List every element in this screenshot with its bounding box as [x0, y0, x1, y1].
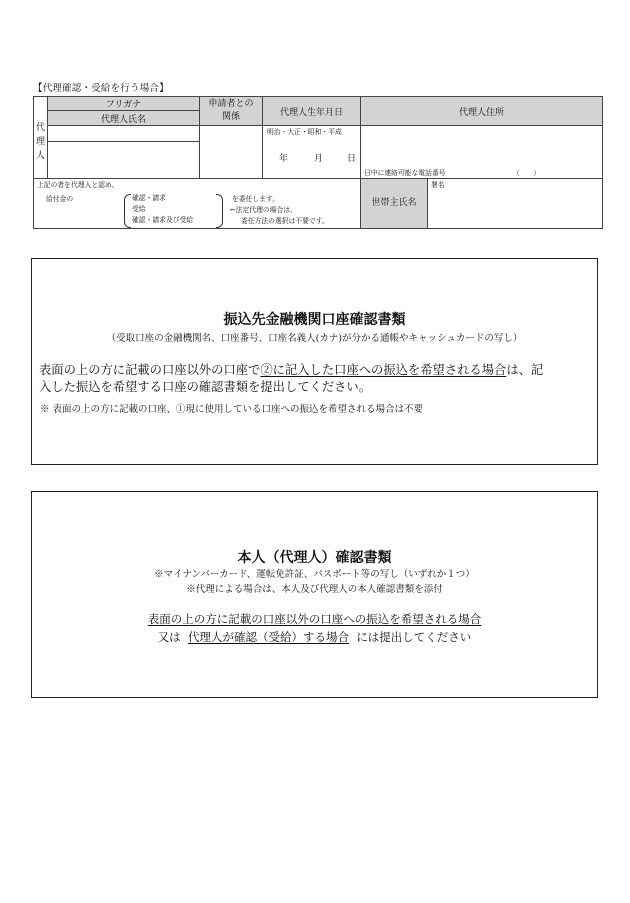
- id-doc-line2: ※代理による場合は、本人及び代理人の本人確認書類を添付: [186, 584, 443, 595]
- bank-doc-body-line1: 表面の上の方に記載の口座以外の口座で②に記入した口座への振込を希望される場合は、記: [39, 363, 544, 377]
- relation-field[interactable]: [200, 126, 263, 179]
- furigana-header: フリガナ: [48, 97, 200, 111]
- option-both[interactable]: 確認・請求及び受給: [132, 216, 194, 224]
- furigana-field[interactable]: [48, 126, 200, 142]
- address-field[interactable]: [361, 126, 603, 179]
- option-receive[interactable]: 受給: [132, 205, 146, 213]
- birthdate-field[interactable]: [263, 126, 361, 179]
- option-confirm[interactable]: 確認・請求: [132, 194, 166, 202]
- agent-form-table: [33, 96, 603, 229]
- relation-header: 申請者との 関係: [200, 97, 263, 126]
- delegation-cell: 上記の者を代理人と認め、 給付金の 確認・請求 受給 確認・請求及び受給 を委任します。 ←法定代理の場合は、 委任方法の選択は不要です。: [34, 179, 361, 229]
- era-options: 明治・大正・昭和・平成: [267, 128, 342, 136]
- agent-name-field[interactable]: [48, 142, 200, 179]
- id-doc-title: 本人（代理人）確認書類: [237, 550, 392, 566]
- id-doc-condition2-line: 又は 代理人が確認（受給）する場合 には提出してください: [157, 630, 472, 644]
- householder-label: 世帯主氏名: [361, 179, 428, 229]
- bank-doc-title: 振込先金融機関口座確認書類: [223, 312, 406, 328]
- bank-account-document-box: [31, 258, 598, 465]
- bank-doc-body-line2: 入した振込を希望する口座の確認書類を提出してください。: [39, 380, 372, 394]
- birthdate-header: 代理人生年月日: [263, 97, 361, 126]
- phone-line: 日中に連絡可能な電話番号 （ ）: [364, 168, 541, 177]
- bank-doc-subtitle: （受取口座の金融機関名、口座番号、口座名義人(カナ)が分かる通帳やキャッシュカードの写し）: [106, 333, 523, 344]
- signature-label: 署名: [431, 181, 445, 189]
- agent-name-header: 代理人氏名: [48, 111, 200, 126]
- signature-field[interactable]: [428, 179, 603, 229]
- agent-side-label: 代 理 人: [34, 97, 48, 179]
- id-doc-line1: ※マイナンバーカード、運転免許証、パスポート等の写し（いずれか１つ）: [154, 569, 475, 580]
- section-title: 【代理確認・受給を行う場合】: [33, 83, 169, 94]
- identity-document-box: [31, 491, 598, 698]
- address-header: 代理人住所: [361, 97, 603, 126]
- bank-doc-note: ※ 表面の上の方に記載の口座、①現に使用している口座への振込を希望される場合は不要: [40, 404, 424, 415]
- date-units: 年 月 日: [279, 153, 357, 164]
- id-doc-condition1: 表面の上の方に記載の口座以外の口座への振込を希望される場合: [147, 612, 482, 626]
